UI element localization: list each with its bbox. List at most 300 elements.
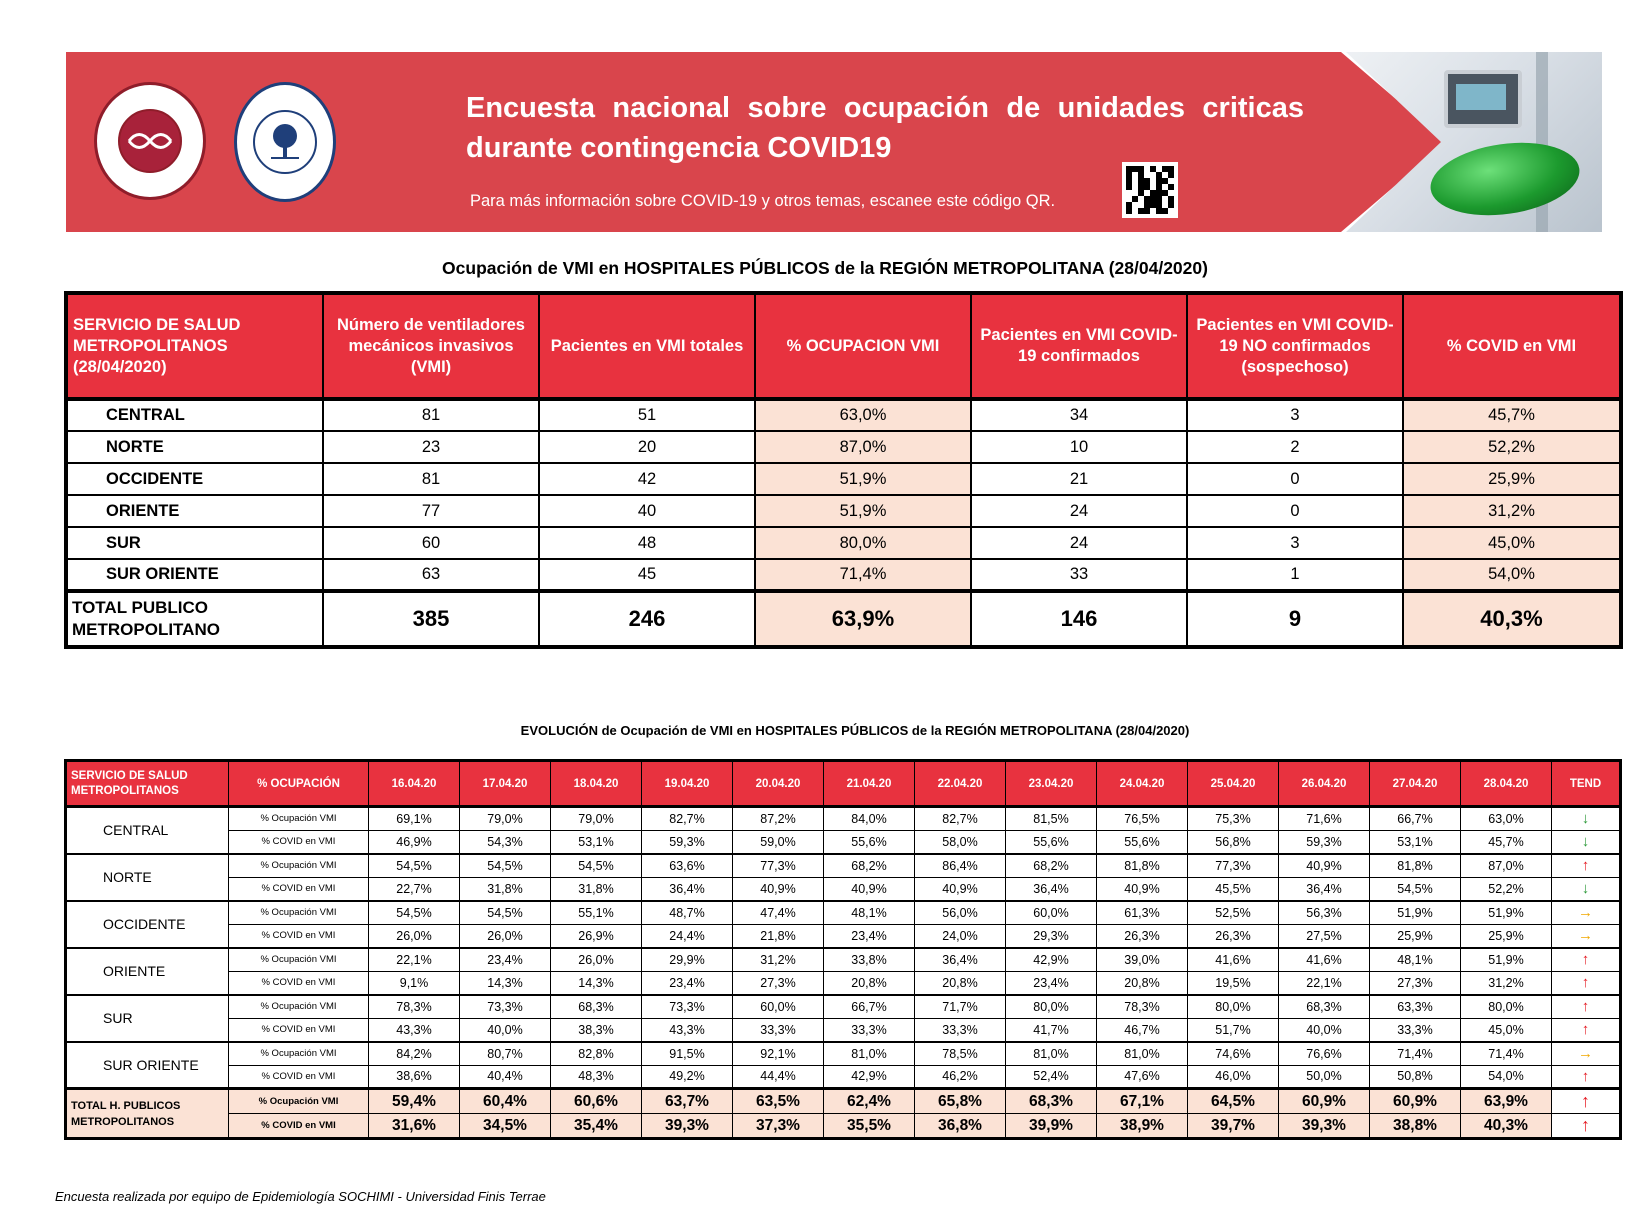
total-cell: 31,6%	[369, 1114, 460, 1139]
table-cell: 21,8%	[733, 924, 824, 948]
col-header-trend: TEND	[1552, 761, 1621, 807]
region-name: OCCIDENTE	[66, 463, 323, 495]
table-cell: 22,7%	[369, 877, 460, 901]
region-name: ORIENTE	[66, 948, 229, 995]
table-cell: 42	[539, 463, 755, 495]
col-header-covid-pct: % COVID en VMI	[1403, 293, 1621, 399]
table-cell: 26,3%	[1188, 924, 1279, 948]
total-cell: 34,5%	[460, 1114, 551, 1139]
table-cell: 31,2%	[1461, 971, 1552, 995]
table-cell: 91,5%	[642, 1042, 733, 1066]
table-cell: 48,1%	[824, 901, 915, 925]
table-cell: 58,0%	[915, 830, 1006, 854]
table-cell: 56,0%	[915, 901, 1006, 925]
region-name: NORTE	[66, 854, 229, 901]
total-cell: 39,9%	[1006, 1114, 1097, 1139]
table-row	[66, 1018, 1621, 1042]
table-cell: 81,0%	[824, 1042, 915, 1066]
total-cell: 37,3%	[733, 1114, 824, 1139]
table-cell: 20,8%	[824, 971, 915, 995]
table-cell: 78,3%	[369, 995, 460, 1019]
table-cell: 54,0%	[1403, 559, 1621, 591]
table-cell: 56,3%	[1279, 901, 1370, 925]
col-header-covid-suspected: Pacientes en VMI COVID-19 NO confirmados (sospechoso)	[1187, 293, 1403, 399]
table-cell: 46,2%	[915, 1065, 1006, 1089]
table-cell: 33,3%	[915, 1018, 1006, 1042]
table-cell: 24,0%	[915, 924, 1006, 948]
table-cell: 3	[1187, 527, 1403, 559]
table-cell: 44,4%	[733, 1065, 824, 1089]
sochimi-logo	[94, 82, 206, 200]
table-cell: 36,4%	[915, 948, 1006, 972]
table-cell: 66,7%	[1370, 807, 1461, 831]
total-label: TOTAL PUBLICO METROPOLITANO	[66, 591, 323, 647]
total-cell: 35,4%	[551, 1114, 642, 1139]
table-cell: 41,6%	[1279, 948, 1370, 972]
table-cell: 26,0%	[369, 924, 460, 948]
table-cell: 26,0%	[551, 948, 642, 972]
table-cell: 40,9%	[1097, 877, 1188, 901]
trend-arrow-icon: ↓	[1552, 877, 1621, 901]
table-cell: 51,9%	[1461, 901, 1552, 925]
col-header-ventilators: Número de ventiladores mecánicos invasivos (VMI)	[323, 293, 539, 399]
table-cell: 50,8%	[1370, 1065, 1461, 1089]
table-cell: 24,4%	[642, 924, 733, 948]
table-cell: 45,7%	[1461, 830, 1552, 854]
table-cell: 63,6%	[642, 854, 733, 878]
table-cell: 49,2%	[642, 1065, 733, 1089]
date-header: 24.04.20	[1097, 761, 1188, 807]
table-cell: 77,3%	[1188, 854, 1279, 878]
table-cell: 77,3%	[733, 854, 824, 878]
table-cell: 23,4%	[460, 948, 551, 972]
metric-label: % Ocupación VMI	[229, 948, 369, 972]
table-cell: 81,0%	[1097, 1042, 1188, 1066]
table-cell: 41,6%	[1188, 948, 1279, 972]
table-cell: 46,7%	[1097, 1018, 1188, 1042]
table-cell: 71,4%	[1370, 1042, 1461, 1066]
table-cell: 87,0%	[1461, 854, 1552, 878]
table-cell: 47,4%	[733, 901, 824, 925]
table-cell: 9,1%	[369, 971, 460, 995]
finis-terrae-logo	[234, 82, 336, 202]
table-row	[66, 399, 1621, 431]
metric-label: % Ocupación VMI	[229, 901, 369, 925]
table-cell: 51	[539, 399, 755, 431]
table-cell: 42,9%	[1006, 948, 1097, 972]
table-cell: 68,2%	[1006, 854, 1097, 878]
table-cell: 80,7%	[460, 1042, 551, 1066]
date-header: 19.04.20	[642, 761, 733, 807]
table-cell: 45,0%	[1403, 527, 1621, 559]
table-cell: 24	[971, 495, 1187, 527]
total-cell: 35,5%	[824, 1114, 915, 1139]
table-cell: 84,0%	[824, 807, 915, 831]
table-cell: 52,5%	[1188, 901, 1279, 925]
total-cell: 59,4%	[369, 1089, 460, 1114]
table-cell: 63	[323, 559, 539, 591]
table-cell: 27,5%	[1279, 924, 1370, 948]
table-cell: 60	[323, 527, 539, 559]
table-row	[66, 495, 1621, 527]
table-cell: 68,3%	[551, 995, 642, 1019]
total-cell: 65,8%	[915, 1089, 1006, 1114]
total-cell: 63,9%	[1461, 1089, 1552, 1114]
date-header: 16.04.20	[369, 761, 460, 807]
trend-arrow-icon: ↓	[1552, 830, 1621, 854]
table-cell: 14,3%	[460, 971, 551, 995]
total-cell: 9	[1187, 591, 1403, 647]
header-banner	[66, 52, 1602, 232]
table-cell: 45,7%	[1403, 399, 1621, 431]
table-row	[66, 924, 1621, 948]
table-cell: 79,0%	[551, 807, 642, 831]
table-cell: 80,0%	[755, 527, 971, 559]
table-cell: 81,8%	[1370, 854, 1461, 878]
table-cell: 48,1%	[1370, 948, 1461, 972]
table-cell: 52,2%	[1403, 431, 1621, 463]
table-cell: 20	[539, 431, 755, 463]
table-cell: 71,6%	[1279, 807, 1370, 831]
region-name: SUR ORIENTE	[66, 1042, 229, 1089]
region-name: SUR ORIENTE	[66, 559, 323, 591]
total-cell: 60,4%	[460, 1089, 551, 1114]
metric-label: % Ocupación VMI	[229, 854, 369, 878]
total-label: TOTAL H. PUBLICOS METROPOLITANOS	[66, 1089, 229, 1139]
table-cell: 82,7%	[915, 807, 1006, 831]
table-cell: 54,5%	[369, 854, 460, 878]
table-row	[66, 431, 1621, 463]
table1-title: Ocupación de VMI en HOSPITALES PÚBLICOS de la REGIÓN METROPOLITANA (28/04/2020)	[442, 258, 1208, 278]
table-cell: 51,9%	[1461, 948, 1552, 972]
table-cell: 26,3%	[1097, 924, 1188, 948]
table-cell: 75,3%	[1188, 807, 1279, 831]
table-cell: 81	[323, 463, 539, 495]
date-header: 18.04.20	[551, 761, 642, 807]
table-cell: 53,1%	[551, 830, 642, 854]
col-header-covid-confirmed: Pacientes en VMI COVID-19 confirmados	[971, 293, 1187, 399]
table-cell: 55,6%	[1097, 830, 1188, 854]
table-cell: 21	[971, 463, 1187, 495]
col-header-service: SERVICIO DE SALUD METROPOLITANOS	[66, 761, 229, 807]
table-cell: 68,3%	[1279, 995, 1370, 1019]
table-cell: 2	[1187, 431, 1403, 463]
table-cell: 1	[1187, 559, 1403, 591]
table-cell: 54,3%	[460, 830, 551, 854]
table-cell: 33	[971, 559, 1187, 591]
table-row	[66, 807, 1621, 831]
total-cell: 60,9%	[1370, 1089, 1461, 1114]
table-cell: 45	[539, 559, 755, 591]
total-cell: 39,3%	[1279, 1114, 1370, 1139]
table-cell: 43,3%	[369, 1018, 460, 1042]
footer-note: Encuesta realizada por equipo de Epidemiología SOCHIMI - Universidad Finis Terrae	[55, 1189, 546, 1204]
table-cell: 52,2%	[1461, 877, 1552, 901]
table-row	[66, 1065, 1621, 1089]
table-cell: 24	[971, 527, 1187, 559]
table-cell: 54,5%	[369, 901, 460, 925]
table-row	[66, 877, 1621, 901]
metric-label: % COVID en VMI	[229, 877, 369, 901]
col-header-patients-total: Pacientes en VMI totales	[539, 293, 755, 399]
total-cell: 40,3%	[1461, 1114, 1552, 1139]
table-cell: 63,0%	[1461, 807, 1552, 831]
banner-subtitle: Para más información sobre COVID-19 y otros temas, escanee este código QR.	[470, 192, 1056, 210]
region-name: SUR	[66, 995, 229, 1042]
table-cell: 61,3%	[1097, 901, 1188, 925]
table-cell: 36,4%	[1006, 877, 1097, 901]
table-cell: 80,0%	[1188, 995, 1279, 1019]
date-header: 26.04.20	[1279, 761, 1370, 807]
trend-arrow-icon: ↑	[1552, 1114, 1621, 1139]
trend-arrow-icon: ↑	[1552, 1018, 1621, 1042]
total-row	[66, 1089, 1621, 1114]
total-cell: 68,3%	[1006, 1089, 1097, 1114]
table-cell: 78,5%	[915, 1042, 1006, 1066]
metric-label: % Ocupación VMI	[229, 1089, 369, 1114]
table-cell: 55,1%	[551, 901, 642, 925]
total-cell: 38,8%	[1370, 1114, 1461, 1139]
metric-label: % COVID en VMI	[229, 1114, 369, 1139]
table-cell: 26,0%	[460, 924, 551, 948]
occupancy-table	[64, 291, 1623, 649]
date-header: 23.04.20	[1006, 761, 1097, 807]
table-cell: 38,3%	[551, 1018, 642, 1042]
metric-label: % Ocupación VMI	[229, 995, 369, 1019]
table-cell: 84,2%	[369, 1042, 460, 1066]
table-cell: 54,5%	[460, 901, 551, 925]
table-cell: 40,0%	[460, 1018, 551, 1042]
table-cell: 25,9%	[1403, 463, 1621, 495]
total-cell: 64,5%	[1188, 1089, 1279, 1114]
trend-arrow-icon: ↑	[1552, 1065, 1621, 1089]
table-row	[66, 463, 1621, 495]
total-cell: 39,3%	[642, 1114, 733, 1139]
table-cell: 69,1%	[369, 807, 460, 831]
table-cell: 82,7%	[642, 807, 733, 831]
table-cell: 26,9%	[551, 924, 642, 948]
total-cell: 60,9%	[1279, 1089, 1370, 1114]
table-cell: 47,6%	[1097, 1065, 1188, 1089]
table-cell: 51,9%	[1370, 901, 1461, 925]
table-cell: 50,0%	[1279, 1065, 1370, 1089]
table-cell: 54,5%	[551, 854, 642, 878]
table-cell: 40,9%	[824, 877, 915, 901]
table-cell: 23,4%	[1006, 971, 1097, 995]
table-cell: 78,3%	[1097, 995, 1188, 1019]
table-cell: 22,1%	[369, 948, 460, 972]
table-cell: 23	[323, 431, 539, 463]
col-header-metric: % OCUPACIÓN	[229, 761, 369, 807]
table-cell: 52,4%	[1006, 1065, 1097, 1089]
table-cell: 60,0%	[1006, 901, 1097, 925]
table-cell: 48,7%	[642, 901, 733, 925]
table-cell: 59,3%	[1279, 830, 1370, 854]
table-cell: 33,8%	[824, 948, 915, 972]
table-row	[66, 527, 1621, 559]
region-name: OCCIDENTE	[66, 901, 229, 948]
total-cell: 36,8%	[915, 1114, 1006, 1139]
metric-label: % COVID en VMI	[229, 830, 369, 854]
table-cell: 59,0%	[733, 830, 824, 854]
table-cell: 66,7%	[824, 995, 915, 1019]
table-cell: 29,3%	[1006, 924, 1097, 948]
table-cell: 54,0%	[1461, 1065, 1552, 1089]
table1-header-row	[66, 293, 1621, 399]
table-cell: 92,1%	[733, 1042, 824, 1066]
table-cell: 71,4%	[1461, 1042, 1552, 1066]
table-cell: 82,8%	[551, 1042, 642, 1066]
table-cell: 33,3%	[733, 1018, 824, 1042]
table-cell: 38,6%	[369, 1065, 460, 1089]
total-cell: 385	[323, 591, 539, 647]
table-cell: 10	[971, 431, 1187, 463]
table-cell: 34	[971, 399, 1187, 431]
banner-title: Encuesta nacional sobre ocupación de unidades criticas durante contingencia COVID19	[466, 92, 1304, 164]
table-cell: 87,0%	[755, 431, 971, 463]
metric-label: % Ocupación VMI	[229, 807, 369, 831]
table-cell: 43,3%	[642, 1018, 733, 1042]
table-cell: 22,1%	[1279, 971, 1370, 995]
table-cell: 80,0%	[1461, 995, 1552, 1019]
total-cell: 60,6%	[551, 1089, 642, 1114]
table-cell: 39,0%	[1097, 948, 1188, 972]
table-cell: 80,0%	[1006, 995, 1097, 1019]
table-cell: 51,9%	[755, 495, 971, 527]
table-cell: 79,0%	[460, 807, 551, 831]
table-cell: 55,6%	[1006, 830, 1097, 854]
table-cell: 63,3%	[1370, 995, 1461, 1019]
table-cell: 51,9%	[755, 463, 971, 495]
table-cell: 86,4%	[915, 854, 1006, 878]
table-cell: 46,9%	[369, 830, 460, 854]
table-cell: 33,3%	[1370, 1018, 1461, 1042]
table-cell: 23,4%	[824, 924, 915, 948]
metric-label: % Ocupación VMI	[229, 1042, 369, 1066]
table-cell: 45,5%	[1188, 877, 1279, 901]
table-row	[66, 830, 1621, 854]
table-row	[66, 559, 1621, 591]
table-cell: 55,6%	[824, 830, 915, 854]
total-cell: 67,1%	[1097, 1089, 1188, 1114]
table-cell: 0	[1187, 463, 1403, 495]
region-name: NORTE	[66, 431, 323, 463]
table-cell: 74,6%	[1188, 1042, 1279, 1066]
table-cell: 19,5%	[1188, 971, 1279, 995]
table-cell: 76,5%	[1097, 807, 1188, 831]
table-cell: 59,3%	[642, 830, 733, 854]
metric-label: % COVID en VMI	[229, 1018, 369, 1042]
date-header: 25.04.20	[1188, 761, 1279, 807]
table-cell: 20,8%	[915, 971, 1006, 995]
metric-label: % COVID en VMI	[229, 924, 369, 948]
table-cell: 77	[323, 495, 539, 527]
table-cell: 36,4%	[1279, 877, 1370, 901]
table-cell: 3	[1187, 399, 1403, 431]
table-cell: 87,2%	[733, 807, 824, 831]
table-row	[66, 854, 1621, 878]
trend-arrow-icon: ↑	[1552, 1089, 1621, 1114]
metric-label: % COVID en VMI	[229, 1065, 369, 1089]
table-cell: 46,0%	[1188, 1065, 1279, 1089]
total-cell: 40,3%	[1403, 591, 1621, 647]
table-cell: 45,0%	[1461, 1018, 1552, 1042]
table-cell: 31,8%	[460, 877, 551, 901]
table-cell: 51,7%	[1188, 1018, 1279, 1042]
table-cell: 73,3%	[460, 995, 551, 1019]
table-cell: 31,8%	[551, 877, 642, 901]
table-cell: 40	[539, 495, 755, 527]
table-cell: 54,5%	[1370, 877, 1461, 901]
qr-code[interactable]	[1122, 162, 1178, 218]
region-name: CENTRAL	[66, 807, 229, 854]
total-cell: 63,5%	[733, 1089, 824, 1114]
table-cell: 60,0%	[733, 995, 824, 1019]
table-cell: 31,2%	[733, 948, 824, 972]
table-cell: 41,7%	[1006, 1018, 1097, 1042]
trend-arrow-icon: ↑	[1552, 948, 1621, 972]
date-header: 20.04.20	[733, 761, 824, 807]
table-cell: 36,4%	[642, 877, 733, 901]
table-row	[66, 901, 1621, 925]
col-header-occupancy: % OCUPACION VMI	[755, 293, 971, 399]
table-row	[66, 1042, 1621, 1066]
table-cell: 81,8%	[1097, 854, 1188, 878]
table-cell: 81,5%	[1006, 807, 1097, 831]
date-header: 28.04.20	[1461, 761, 1552, 807]
metric-label: % COVID en VMI	[229, 971, 369, 995]
table-cell: 73,3%	[642, 995, 733, 1019]
table-cell: 53,1%	[1370, 830, 1461, 854]
table-cell: 42,9%	[824, 1065, 915, 1089]
table-cell: 14,3%	[551, 971, 642, 995]
trend-arrow-icon: ↑	[1552, 971, 1621, 995]
table-cell: 40,9%	[733, 877, 824, 901]
date-header: 27.04.20	[1370, 761, 1461, 807]
table2-title: EVOLUCIÓN de Ocupación de VMI en HOSPITALES PÚBLICOS de la REGIÓN METROPOLITANA (28/04/2020)	[520, 723, 1190, 738]
table-cell: 81	[323, 399, 539, 431]
total-cell: 62,4%	[824, 1089, 915, 1114]
trend-arrow-icon: →	[1552, 1042, 1621, 1066]
table-cell: 40,4%	[460, 1065, 551, 1089]
table-cell: 25,9%	[1461, 924, 1552, 948]
table-cell: 81,0%	[1006, 1042, 1097, 1066]
table-row	[66, 995, 1621, 1019]
region-name: CENTRAL	[66, 399, 323, 431]
evolution-table	[64, 759, 1622, 1140]
total-row	[66, 1114, 1621, 1139]
date-header: 21.04.20	[824, 761, 915, 807]
table-cell: 27,3%	[733, 971, 824, 995]
table-cell: 27,3%	[1370, 971, 1461, 995]
table-row	[66, 948, 1621, 972]
table-cell: 23,4%	[642, 971, 733, 995]
trend-arrow-icon: →	[1552, 901, 1621, 925]
region-name: ORIENTE	[66, 495, 323, 527]
date-header: 22.04.20	[915, 761, 1006, 807]
total-row	[66, 591, 1621, 647]
table-cell: 48,3%	[551, 1065, 642, 1089]
table-cell: 33,3%	[824, 1018, 915, 1042]
table-cell: 25,9%	[1370, 924, 1461, 948]
total-cell: 246	[539, 591, 755, 647]
trend-arrow-icon: →	[1552, 924, 1621, 948]
total-cell: 63,7%	[642, 1089, 733, 1114]
total-cell: 146	[971, 591, 1187, 647]
table-row	[66, 971, 1621, 995]
table-cell: 71,7%	[915, 995, 1006, 1019]
table-cell: 68,2%	[824, 854, 915, 878]
